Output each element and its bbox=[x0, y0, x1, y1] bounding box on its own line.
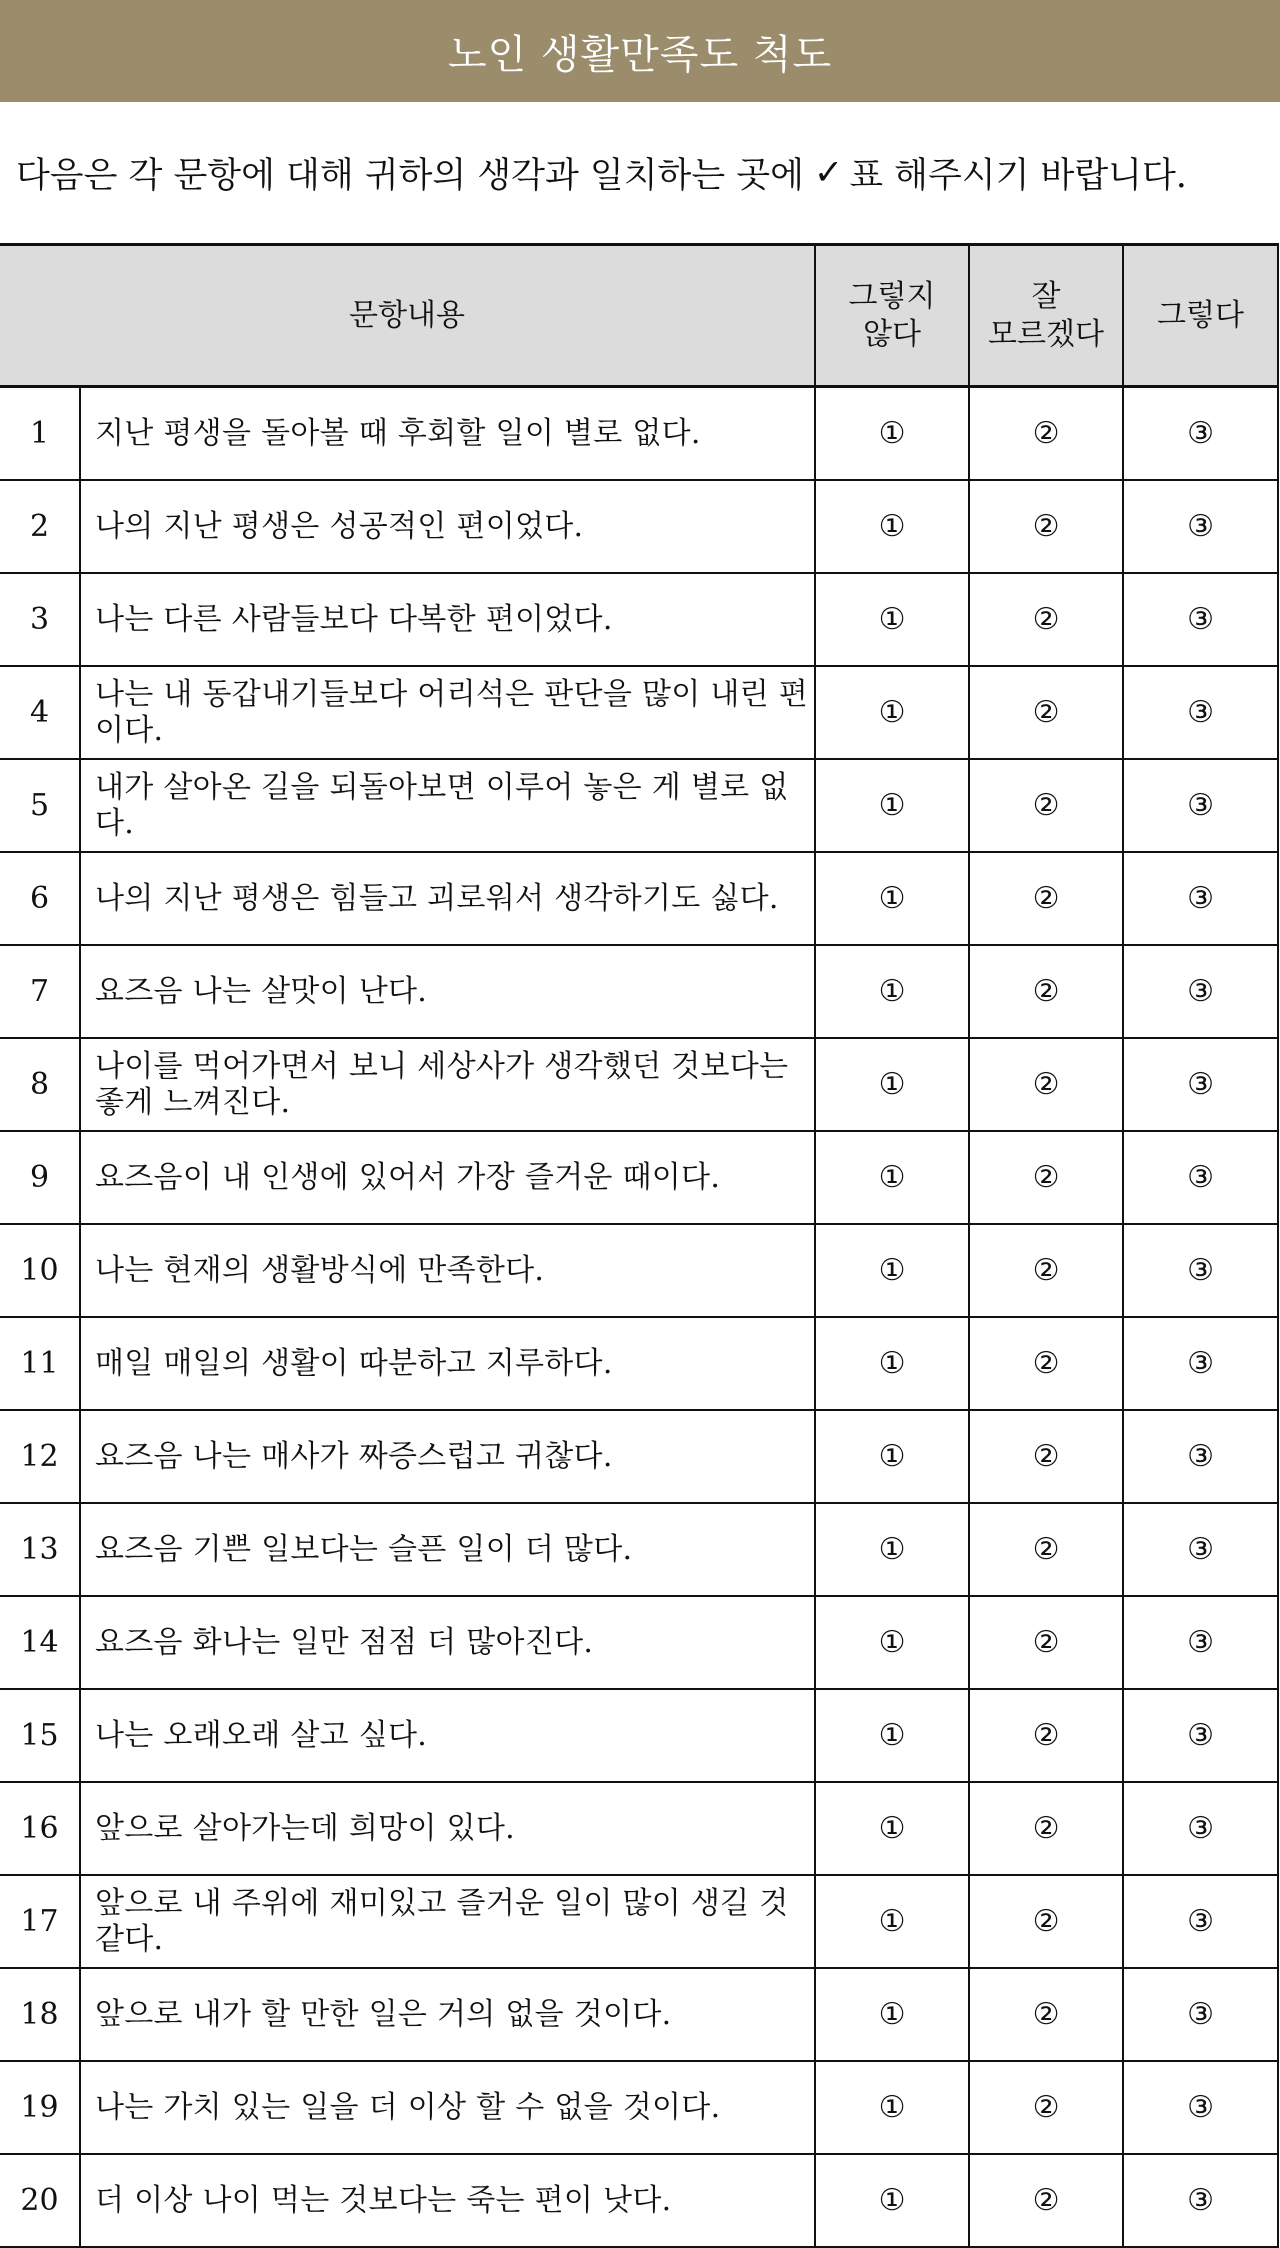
option-unsure[interactable]: ② bbox=[969, 2061, 1123, 2154]
table-row bbox=[0, 945, 1278, 1038]
option-agree[interactable]: ③ bbox=[1123, 1596, 1278, 1689]
item-text: 앞으로 내 주위에 재미있고 즐거운 일이 많이 생길 것 같다. bbox=[80, 1875, 815, 1968]
option-agree[interactable]: ③ bbox=[1123, 666, 1278, 759]
item-text: 앞으로 살아가는데 희망이 있다. bbox=[80, 1782, 815, 1875]
option-disagree[interactable]: ① bbox=[815, 1038, 969, 1131]
option-unsure[interactable]: ② bbox=[969, 1968, 1123, 2061]
option-agree[interactable]: ③ bbox=[1123, 852, 1278, 945]
option-unsure[interactable]: ② bbox=[969, 1038, 1123, 1131]
option-agree[interactable]: ③ bbox=[1123, 1410, 1278, 1503]
item-text: 나의 지난 평생은 성공적인 편이었다. bbox=[80, 480, 815, 573]
option-unsure[interactable]: ② bbox=[969, 1503, 1123, 1596]
header-option-unsure: 잘 모르겠다 bbox=[969, 245, 1123, 387]
option-disagree[interactable]: ① bbox=[815, 480, 969, 573]
table-row bbox=[0, 387, 1278, 481]
item-number: 8 bbox=[0, 1038, 80, 1131]
item-text: 요즈음 화나는 일만 점점 더 많아진다. bbox=[80, 1596, 815, 1689]
option-disagree[interactable]: ① bbox=[815, 1224, 969, 1317]
table-row bbox=[0, 1317, 1278, 1410]
option-unsure[interactable]: ② bbox=[969, 1224, 1123, 1317]
table-row bbox=[0, 1224, 1278, 1317]
option-unsure[interactable]: ② bbox=[969, 1596, 1123, 1689]
option-agree[interactable]: ③ bbox=[1123, 480, 1278, 573]
option-unsure[interactable]: ② bbox=[969, 1782, 1123, 1875]
page-title: 노인 생활만족도 척도 bbox=[447, 31, 833, 78]
option-agree[interactable]: ③ bbox=[1123, 1317, 1278, 1410]
header-option-agree: 그렇다 bbox=[1123, 245, 1278, 387]
option-unsure[interactable]: ② bbox=[969, 1875, 1123, 1968]
option-unsure[interactable]: ② bbox=[969, 1689, 1123, 1782]
item-number: 4 bbox=[0, 666, 80, 759]
instruction-text bbox=[0, 102, 1280, 243]
option-agree[interactable]: ③ bbox=[1123, 387, 1278, 481]
option-agree[interactable]: ③ bbox=[1123, 1875, 1278, 1968]
option-agree[interactable]: ③ bbox=[1123, 759, 1278, 852]
item-number: 18 bbox=[0, 1968, 80, 2061]
survey-table bbox=[0, 243, 1279, 2248]
page-title-banner bbox=[0, 0, 1280, 102]
option-agree[interactable]: ③ bbox=[1123, 1038, 1278, 1131]
item-number: 9 bbox=[0, 1131, 80, 1224]
option-disagree[interactable]: ① bbox=[815, 1596, 969, 1689]
item-number: 7 bbox=[0, 945, 80, 1038]
option-agree[interactable]: ③ bbox=[1123, 2154, 1278, 2247]
item-text: 나는 다른 사람들보다 다복한 편이었다. bbox=[80, 573, 815, 666]
option-unsure[interactable]: ② bbox=[969, 573, 1123, 666]
option-disagree[interactable]: ① bbox=[815, 387, 969, 481]
table-row bbox=[0, 480, 1278, 573]
option-disagree[interactable]: ① bbox=[815, 573, 969, 666]
option-disagree[interactable]: ① bbox=[815, 1317, 969, 1410]
table-row bbox=[0, 1875, 1278, 1968]
option-disagree[interactable]: ① bbox=[815, 1689, 969, 1782]
option-disagree[interactable]: ① bbox=[815, 1131, 969, 1224]
option-disagree[interactable]: ① bbox=[815, 852, 969, 945]
table-header-row bbox=[0, 245, 1278, 387]
table-row bbox=[0, 666, 1278, 759]
table-row bbox=[0, 1038, 1278, 1131]
item-number: 20 bbox=[0, 2154, 80, 2247]
option-disagree[interactable]: ① bbox=[815, 1503, 969, 1596]
item-text: 나이를 먹어가면서 보니 세상사가 생각했던 것보다는 좋게 느껴진다. bbox=[80, 1038, 815, 1131]
option-unsure[interactable]: ② bbox=[969, 666, 1123, 759]
option-agree[interactable]: ③ bbox=[1123, 1131, 1278, 1224]
table-row bbox=[0, 1596, 1278, 1689]
header-content: 문항내용 bbox=[0, 245, 815, 387]
item-number: 2 bbox=[0, 480, 80, 573]
option-unsure[interactable]: ② bbox=[969, 480, 1123, 573]
option-agree[interactable]: ③ bbox=[1123, 1503, 1278, 1596]
option-disagree[interactable]: ① bbox=[815, 1410, 969, 1503]
item-text: 나는 내 동갑내기들보다 어리석은 판단을 많이 내린 편이다. bbox=[80, 666, 815, 759]
item-number: 17 bbox=[0, 1875, 80, 1968]
option-unsure[interactable]: ② bbox=[969, 759, 1123, 852]
checkmark-icon: ✓ bbox=[813, 152, 844, 193]
item-number: 3 bbox=[0, 573, 80, 666]
item-number: 19 bbox=[0, 2061, 80, 2154]
item-number: 15 bbox=[0, 1689, 80, 1782]
item-text: 나의 지난 평생은 힘들고 괴로워서 생각하기도 싫다. bbox=[80, 852, 815, 945]
option-unsure[interactable]: ② bbox=[969, 1410, 1123, 1503]
item-number: 12 bbox=[0, 1410, 80, 1503]
option-agree[interactable]: ③ bbox=[1123, 945, 1278, 1038]
option-disagree[interactable]: ① bbox=[815, 2154, 969, 2247]
table-row bbox=[0, 1968, 1278, 2061]
instruction-before: 다음은 각 문항에 대해 귀하의 생각과 일치하는 곳에 bbox=[16, 155, 804, 196]
option-agree[interactable]: ③ bbox=[1123, 2061, 1278, 2154]
item-text: 매일 매일의 생활이 따분하고 지루하다. bbox=[80, 1317, 815, 1410]
item-text: 지난 평생을 돌아볼 때 후회할 일이 별로 없다. bbox=[80, 387, 815, 481]
option-agree[interactable]: ③ bbox=[1123, 1968, 1278, 2061]
option-unsure[interactable]: ② bbox=[969, 2154, 1123, 2247]
option-unsure[interactable]: ② bbox=[969, 1131, 1123, 1224]
option-disagree[interactable]: ① bbox=[815, 1968, 969, 2061]
option-disagree[interactable]: ① bbox=[815, 759, 969, 852]
option-unsure[interactable]: ② bbox=[969, 945, 1123, 1038]
item-text: 요즈음이 내 인생에 있어서 가장 즐거운 때이다. bbox=[80, 1131, 815, 1224]
instruction-after: 표 해주시기 바랍니다. bbox=[849, 155, 1187, 196]
option-agree[interactable]: ③ bbox=[1123, 1782, 1278, 1875]
option-disagree[interactable]: ① bbox=[815, 1782, 969, 1875]
header-option-disagree: 그렇지 않다 bbox=[815, 245, 969, 387]
table-row bbox=[0, 573, 1278, 666]
item-text: 나는 현재의 생활방식에 만족한다. bbox=[80, 1224, 815, 1317]
item-text: 더 이상 나이 먹는 것보다는 죽는 편이 낫다. bbox=[80, 2154, 815, 2247]
item-text: 나는 오래오래 살고 싶다. bbox=[80, 1689, 815, 1782]
table-row bbox=[0, 1503, 1278, 1596]
item-number: 16 bbox=[0, 1782, 80, 1875]
item-text: 내가 살아온 길을 되돌아보면 이루어 놓은 게 별로 없다. bbox=[80, 759, 815, 852]
item-number: 5 bbox=[0, 759, 80, 852]
item-number: 6 bbox=[0, 852, 80, 945]
item-text: 앞으로 내가 할 만한 일은 거의 없을 것이다. bbox=[80, 1968, 815, 2061]
option-agree[interactable]: ③ bbox=[1123, 1689, 1278, 1782]
table-row bbox=[0, 1689, 1278, 1782]
item-number: 1 bbox=[0, 387, 80, 481]
table-row bbox=[0, 2154, 1278, 2247]
table-row bbox=[0, 759, 1278, 852]
table-row bbox=[0, 1131, 1278, 1224]
option-unsure[interactable]: ② bbox=[969, 1317, 1123, 1410]
table-row bbox=[0, 2061, 1278, 2154]
table-row bbox=[0, 1410, 1278, 1503]
item-number: 14 bbox=[0, 1596, 80, 1689]
table-row bbox=[0, 1782, 1278, 1875]
item-number: 13 bbox=[0, 1503, 80, 1596]
option-disagree[interactable]: ① bbox=[815, 1875, 969, 1968]
option-disagree[interactable]: ① bbox=[815, 945, 969, 1038]
table-row bbox=[0, 852, 1278, 945]
option-agree[interactable]: ③ bbox=[1123, 573, 1278, 666]
item-text: 요즈음 기쁜 일보다는 슬픈 일이 더 많다. bbox=[80, 1503, 815, 1596]
item-number: 11 bbox=[0, 1317, 80, 1410]
item-number: 10 bbox=[0, 1224, 80, 1317]
option-disagree[interactable]: ① bbox=[815, 2061, 969, 2154]
item-text: 요즈음 나는 살맛이 난다. bbox=[80, 945, 815, 1038]
option-agree[interactable]: ③ bbox=[1123, 1224, 1278, 1317]
option-disagree[interactable]: ① bbox=[815, 666, 969, 759]
option-unsure[interactable]: ② bbox=[969, 387, 1123, 481]
option-unsure[interactable]: ② bbox=[969, 852, 1123, 945]
item-text: 나는 가치 있는 일을 더 이상 할 수 없을 것이다. bbox=[80, 2061, 815, 2154]
item-text: 요즈음 나는 매사가 짜증스럽고 귀찮다. bbox=[80, 1410, 815, 1503]
